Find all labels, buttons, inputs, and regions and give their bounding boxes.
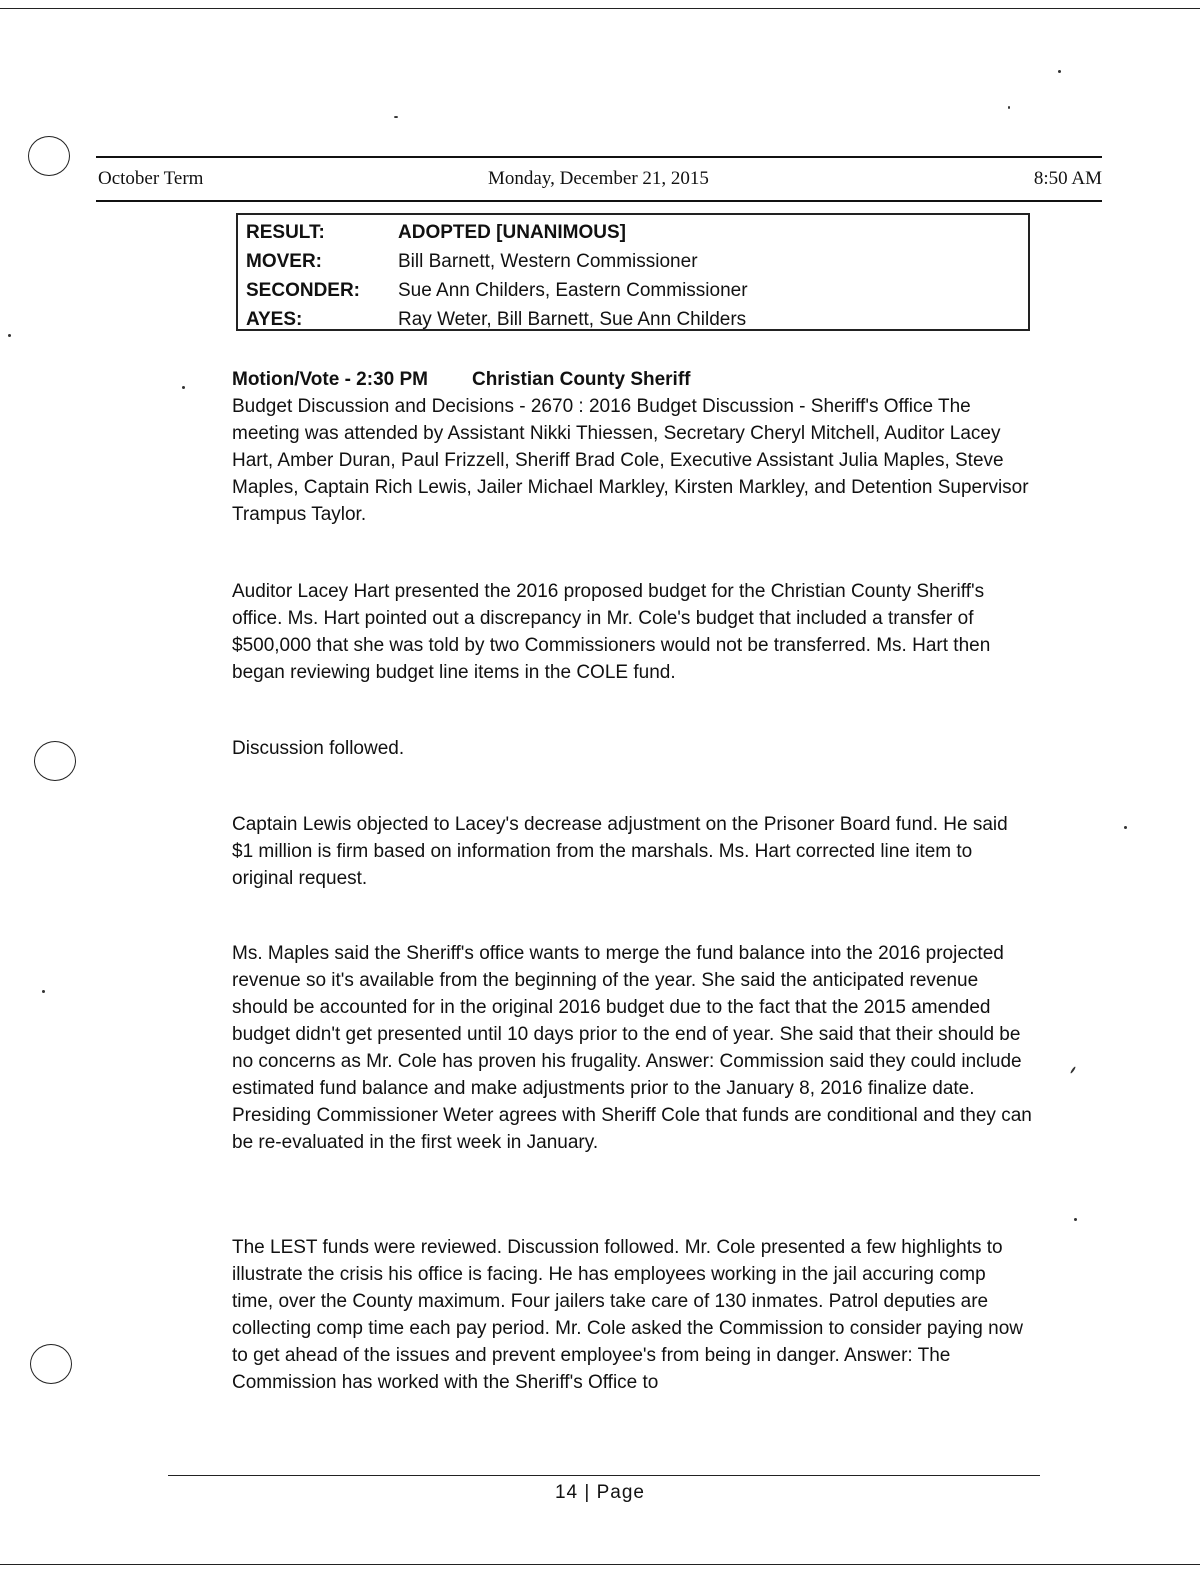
paragraph-text: Captain Lewis objected to Lacey's decrease adjustment on the Prisoner Board fund. He said $1 million is firm based on information from the marshals. Ms. Hart corrected line item to original request. — [232, 814, 1008, 889]
scan-speck — [394, 116, 398, 118]
header-term: October Term — [98, 168, 204, 189]
paragraph-text: The LEST funds were reviewed. Discussion followed. Mr. Cole presented a few highlights to illustrate the crisis his office is facing. He has employees working in the jail accuring comp time, over the County maximum. Four jailers take care of 130 inmates. Patrol deputies are collecting comp time each pay period. Mr. Cole asked the Commission to consider paying now to get ahead of the issues and prevent employee's from being in danger. Answer: The Commission has worked with the Sheriff's Office to — [232, 1237, 1023, 1393]
vote-result-box — [236, 213, 1030, 331]
seconder-value: Sue Ann Childers, Eastern Commissioner — [398, 280, 748, 301]
motion-heading — [232, 366, 691, 393]
paragraph-captain-lewis — [232, 811, 1032, 892]
footer-rule — [168, 1475, 1040, 1476]
punch-hole-bottom — [30, 1344, 72, 1384]
ayes-label: AYES: — [246, 309, 303, 330]
scan-speck — [1074, 1218, 1077, 1221]
paragraph-text: Budget Discussion and Decisions - 2670 : 2016 Budget Discussion - Sheriff's Office The meeting was attended by Assistant Nikki Thiessen, Secretary Cheryl Mitchell, Auditor Lacey Hart, Amber Duran, Paul Frizzell, Sheriff Brad Cole, Executive Assistant Julia Maples, Steve Maples, Captain Rich Lewis, Jailer Michael Markley, Kirsten Markley, and Detention Supervisor Trampus Taylor. — [232, 396, 1029, 525]
scan-top-edge — [0, 8, 1200, 9]
punch-hole-middle — [34, 741, 76, 781]
seconder-label: SECONDER: — [246, 280, 361, 301]
result-value: ADOPTED [UNANIMOUS] — [398, 222, 626, 243]
ayes-value: Ray Weter, Bill Barnett, Sue Ann Childers — [398, 309, 747, 330]
mover-value: Bill Barnett, Western Commissioner — [398, 251, 698, 272]
scan-bottom-edge — [0, 1564, 1200, 1565]
paragraph-budget-discussion — [232, 393, 1032, 528]
result-label: RESULT: — [246, 222, 325, 243]
mover-label: MOVER: — [246, 251, 322, 272]
motion-department: Christian County Sheriff — [471, 369, 691, 390]
scan-speck — [1008, 106, 1010, 109]
page-number: 14 | Page — [554, 1482, 645, 1503]
header-date: Monday, December 21, 2015 — [488, 168, 709, 189]
paragraph-ms-maples — [232, 940, 1032, 1156]
punch-hole-top — [28, 136, 70, 176]
paragraph-lest-funds — [232, 1234, 1032, 1396]
header-rule-top — [96, 156, 1102, 158]
scan-speck — [8, 334, 11, 337]
paragraph-text: Auditor Lacey Hart presented the 2016 proposed budget for the Christian County Sheriff's office. Ms. Hart pointed out a discrepancy in Mr. Cole's budget that included a transfer of $500,000 that she was told by two Commissioners would not be transferred. Ms. Hart then began reviewing budget line items in the COLE fund. — [232, 581, 991, 683]
scan-speck — [1070, 1066, 1076, 1074]
header-rule-bottom — [96, 200, 1102, 202]
paragraph-text: Ms. Maples said the Sheriff's office wants to merge the fund balance into the 2016 projected revenue so it's available from the beginning of the year. She said the anticipated revenue should be accounted for in the original 2016 budget due to the fact that the 2015 amended budget didn't get presented until 10 days prior to the end of year. She said that their should be no concerns as Mr. Cole has proven his frugality. Answer: Commission said they could include estimated fund balance and make adjustments prior to the January 8, 2016 finalize date. Presiding Commissioner Weter agrees with Sheriff Cole that funds are conditional and they can be re-evaluated in the first week in January. — [232, 943, 1032, 1153]
paragraph-discussion — [232, 735, 1032, 762]
scan-speck — [1058, 70, 1061, 73]
scan-speck — [42, 990, 45, 993]
paragraph-text: Discussion followed. — [232, 738, 405, 759]
motion-label: Motion/Vote - 2:30 PM — [232, 369, 428, 390]
paragraph-auditor — [232, 578, 1032, 686]
scan-speck — [1124, 826, 1127, 829]
header-time: 8:50 AM — [1033, 168, 1102, 189]
scan-speck — [182, 386, 185, 389]
